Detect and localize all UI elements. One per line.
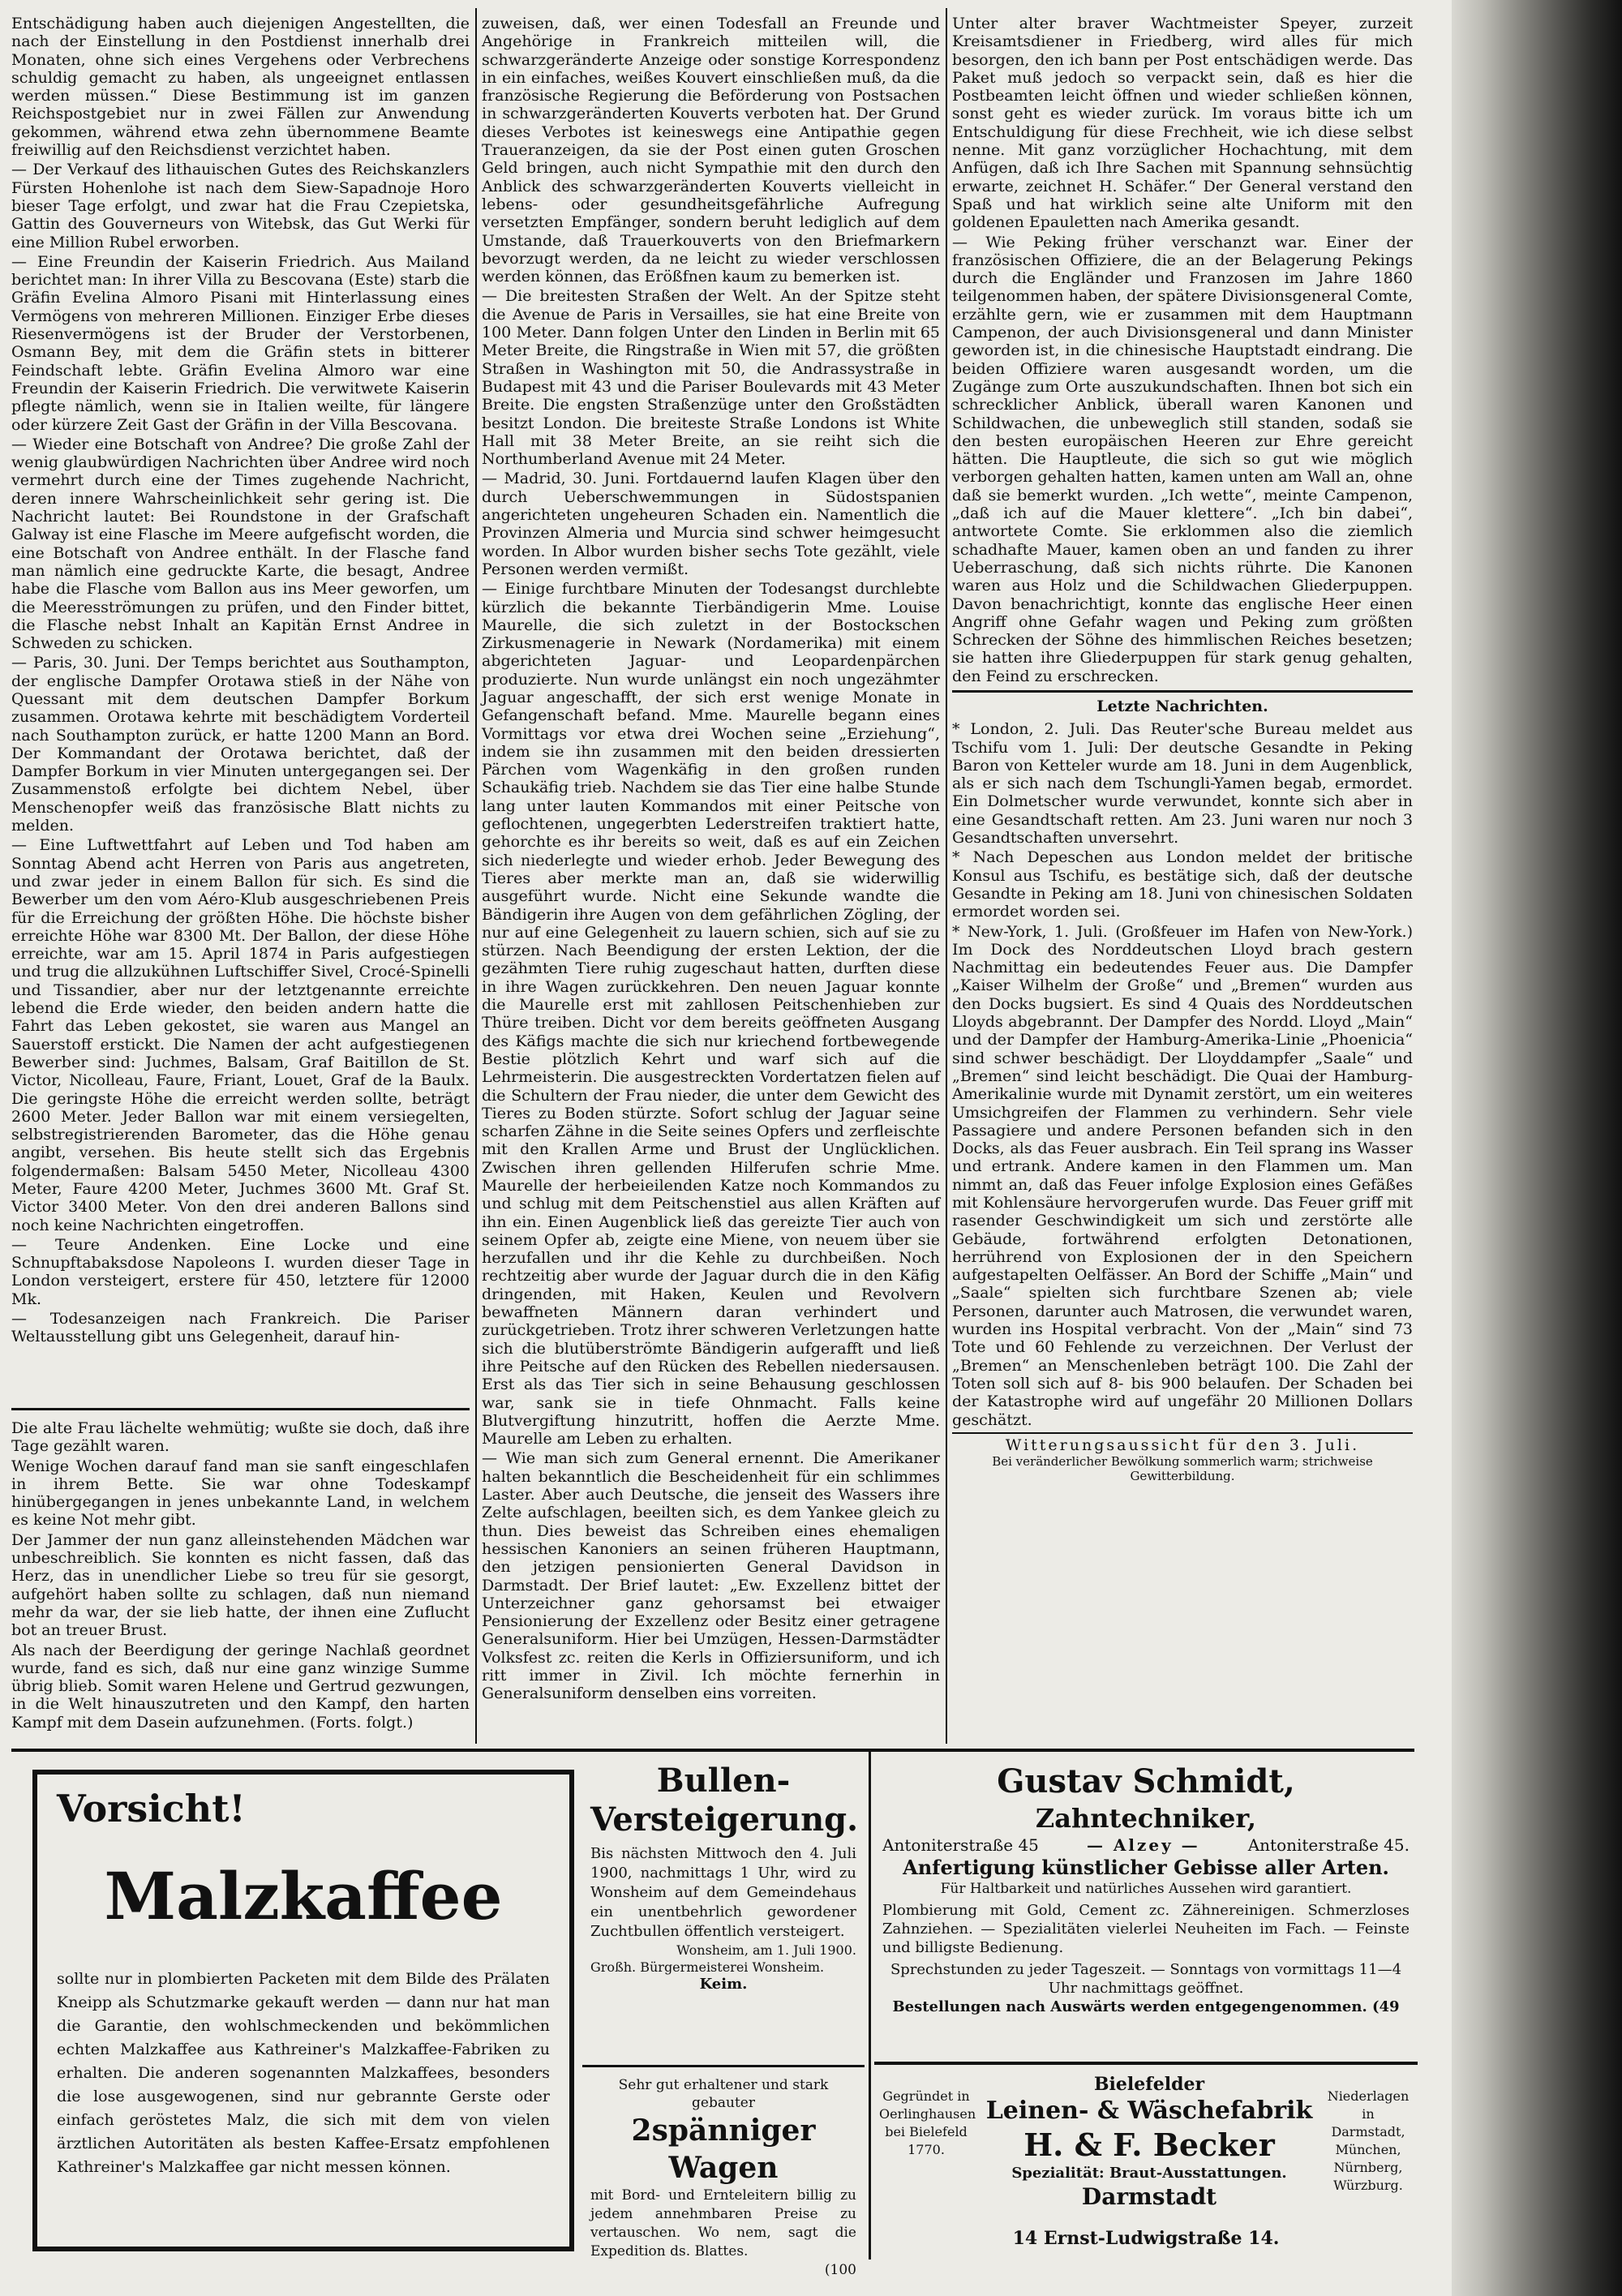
schmidt-line3: Plombierung mit Gold, Cement zc. Zähnereinigen. Schmerzloses Zahnziehen. — Spezialitäten vielerlei Neuheiten im Fach. — Feinste und billigste Bedienung. — [882, 1902, 1410, 1956]
col1-p3: — Eine Freundin der Kaiserin Friedrich. Aus Mailand berichtet man: In ihrer Villa zu Bescovana (Este) starb die Gräfin Evelina Almoro Pisani mit Hinterlassung eines Vermögens von mehreren Millionen. Einziger Erbe dieses Riesenvermögens ist der Bruder der Verstorbenen, Osmann Bey, mit dem die Gräfin stets in bitterer Feindschaft lebte. Gräfin Evelina Almoro war eine Freundin der Kaiserin Friedrich. Die verwitwete Kaiserin pflegte nämlich, wenn sie in Italien weilte, für längere oder kürzere Zeit Gast der Gräfin in der Villa Bescovana. — [11, 252, 470, 434]
feuilleton — [11, 1419, 470, 1733]
col2-p5: — Wie man sich zum General ernennt. Die Amerikaner halten bekanntlich die Bescheidenheit für ein schlimmes Laster. Aber auch Deutsche, die jenseit des Wassers ihre Zelte aufschlagen, beeilten sich, es dem Yankee gleich zu thun. Dies beweist das Schreiben eines ehemaligen hessischen Kanoniers an seinen früheren Hauptmann, den jetzigen pensionierten General Davidson in Darmstadt. Der Brief lautet: „Ew. Exzellenz bittet der Unterzeichner ganz gehorsamst bei etwaiger Pensionierung der Exzellenz oder Besitz einer getragene Generalsuniform. Hier bei Umzügen, Hessen-Darmstädter Volksfest zc. reiten die Kerls in Offiziersuniform, und ich ritt immer in Zivil. Ich möchte fernerhin in Generalsuniform denselben eins vorreiten. — [482, 1449, 940, 1703]
weather-text: Bei veränderlicher Bewölkung sommerlich warm; strichweise Gewitterbildung. — [992, 1454, 1373, 1484]
schmidt-title: Gustav Schmidt, — [997, 1762, 1295, 1800]
schmidt-line2: Für Haltbarkeit und natürliches Aussehen wird garantiert. — [940, 1881, 1352, 1897]
col2-p2: — Die breitesten Straßen der Welt. An der Spitze steht die Avenue de Paris in Versailles, sie hat eine Breite von 100 Meter. Dann folgen Unter den Linden in Berlin mit 65 Meter Breite, die Ringstraße in Wien mit 57, die größten Straßen in Washington mit 50, die Andrassystraße in Budapest mit 43 und die Pariser Boulevards mit 43 Meter Breite. Die engsten Straßenzüge unter den Großstädten besitzt London. Die breiteste Straße Londons ist White Hall mit 38 Meter Breite, an sie reiht sich die Northumberland Avenue mit 24 Meter. — [482, 287, 940, 469]
weather-title: Witterungsaussicht für den 3. Juli. — [1005, 1436, 1360, 1454]
latest-p1: * London, 2. Juli. Das Reuter'sche Bureau meldet aus Tschifu vom 1. Juli: Der deutsche Gesandte in Peking Baron von Ketteler wurde am 18. Juni in dem Augenblick, als er sich nach dem Tschungli-Yamen begab, ermordet. Ein Dolmetscher wurde verwundet, konnte sich aber in eine Gesandtschaft retten. Am 23. Juni waren nur noch 3 Gesandtschaften unversehrt. — [952, 720, 1413, 848]
latest-heading: Letzte Nachrichten. — [1096, 697, 1268, 715]
col1-p7: — Teure Andenken. Eine Locke und eine Schnupftabaksdose Napoleons I. wurden dieser Tage in London versteigert, erstere für 450, letztere für 12000 Mk. — [11, 1235, 470, 1308]
column-2 — [482, 15, 940, 1705]
becker-city: Darmstadt — [1081, 2183, 1217, 2210]
bullen-date: Wonsheim, am 1. Juli 1900. — [676, 1942, 856, 1958]
col1-p5: — Paris, 30. Juni. Der Temps berichtet aus Southampton, der englische Dampfer Orotawa stieß in der Nähe von Quessant mit dem deutschen Dampfer Borkum zusammen. Orotawa kehrte mit beschädigtem Vorderteil nach Southampton zurück, er hatte 1200 Mann an Bord. Der Kommandant der Orotawa berichtet, daß der Dampfer Borkum in vier Minuten untergegangen sei. Der Zusammenstoß erfolgte bei dichtem Nebel, über Menschenopfer weiß das französische Blatt nichts zu melden. — [11, 654, 470, 835]
col1-p2: — Der Verkauf des lithauischen Gutes des Reichskanzlers Fürsten Hohenlohe ist nach dem Siew-Sapadnoje Horo bieser Tage erfolgt, und zwar hat die Frau Czepietska, Gattin des Gouverneurs von Witebsk, das Gut Werki für eine Million Rubel erworben. — [11, 161, 470, 251]
column-divider-1 — [475, 8, 477, 1744]
ad-wagen — [582, 2073, 865, 2278]
weather-rule — [952, 1432, 1413, 1434]
col3-p2: — Wie Peking früher verschanzt war. Einer der französischen Offiziere, die an der Belagerung Pekings durch die Engländer und Franzosen im Jahre 1860 teilgenommen haben, der spätere Divisionsgeneral Comte, erzählte gern, wie er zusammen mit dem Hauptmann Campenon, der auch Divisionsgeneral und dann Minister geworden ist, in die chinesische Hauptstadt eindrang. Die beiden Offiziere waren ausgesandt worden, um die Zugänge zum Orte auszukundschaften. Ihnen bot sich ein schrecklicher Anblick, überall waren Kanonen und Schildwachen, die unbeweglich still standen, sodaß sie den besten europäischen Heeren zur Ehre gereicht hätten. Die Hauptleute, die sich so gut wie möglich verborgen gehalten hatten, kamen unten am Wall an, ohne daß sie bemerkt wurden. „Ich wette“, meinte Campenon, „daß ich auf die Mauer klettere“. „Ich bin dabei“, antwortete Comte. Sie erklommen also die ziemlich schadhafte Mauer, kamen oben an und fanden zu ihrer Ueberraschung, daß sich nichts rührte. Die Kanonen waren aus Holz und die Schildwachen Gliederpuppen. Davon benachrichtigt, konnte das englische Heer einen Angriff ohne Gefahr wagen und Peking zum größten Schrecken der Söhne des himmlischen Reiches besetzen; sie hatten ihre Gliederpuppen für stark genug gehalten, den Feind zu erschrecken. — [952, 233, 1413, 685]
malz-body: sollte nur in plombierten Packeten mit dem Bilde des Prälaten Kneipp als Schutzmarke gekauft werden — dann nur hat man die Garantie, den wohlschmeckenden und bekömmlichen echten Malzkaffee aus Kathreiner's Malzkaffee-Fabriken zu erhalten. Die anderen sogenannten Malzkaffees, besonders die lose ausgewogenen, sind nur gebrannte Gerste oder einfach geröstetes Malz, die sich mit dem von vielen ärztlichen Autoritäten als besten Kaffee-Ersatz empfohlenen Kathreiner's Malzkaffee gar nicht messen können. — [57, 1970, 550, 2176]
latest-p3: * New-York, 1. Juli. (Großfeuer im Hafen von New-York.) Im Dock des Norddeutschen Lloyd brach gestern Nachmittag ein bedeutendes Feuer aus. Die Dampfer „Kaiser Wilhelm der Große“ und „Bremen“ wurden aus den Docks bugsiert. Es sind 4 Quais des Norddeutschen Lloyds abgebrannt. Der Dampfer des Nordd. Lloyd „Main“ und der Dampfer der Hamburg-Amerika-Linie „Phoenicia“ sind schwer beschädigt. Der Lloyddampfer „Saale“ und „Bremen“ sind leicht beschädigt. Die Quai der Hamburg-Amerikalinie wurde mit Dynamit zerstört, um ein weiteres Umsichgreifen der Flammen zu verhindern. Sehr viele Passagiere und andere Personen befanden sich in den Docks, als das Feuer ausbrach. Ein Teil sprang ins Wasser und ertrank. Andere kamen in den Flammen um. Man nimmt an, daß das Feuer infolge Explosion eines Gefäßes mit Kohlensäure hervorgerufen wurde. Das Feuer griff mit rasender Geschwindigkeit um sich und zerstörte alle Gebäude, fortwährend erfolgten Detonationen, herrührend von Explosionen der in den Speichern aufgestapelten Oelfässer. An Bord der Schiffe „Main“ und „Saale“ spielten sich furchtbare Szenen ab; viele Personen, darunter auch Matrosen, die verwundet waren, wurden ins Hospital verbracht. Von der „Main“ sind 73 Tote und 60 Fehlende zu verzeichnen. Der Verlust der „Bremen“ an Menschenleben beträgt 100. Die Zahl der Toten soll sich auf 8- bis 900 belaufen. Der Schaden bei der Katastrophe wird auf ungefähr 20 Millionen Dollars geschätzt. — [952, 922, 1413, 1429]
becker-title: Leinen- & Wäschefabrik — [985, 2096, 1313, 2125]
becker-name: H. & F. Becker — [1023, 2126, 1275, 2163]
ads-rule — [11, 1749, 1414, 1752]
ad-schmidt — [874, 1758, 1418, 2065]
becker-top: Bielefelder — [1093, 2074, 1205, 2095]
bullen-body: Bis nächsten Mittwoch den 4. Juli 1900, nachmittags 1 Uhr, wird zu Wonsheim auf dem Gemeindehaus ein unentbehrlich gewordener Zuchtbullen öffentlich versteigert. — [590, 1845, 856, 1940]
becker-spec: Spezialität: Braut-Ausstattungen. — [1011, 2165, 1287, 2182]
schmidt-addr-right: Antoniterstraße 45. — [1247, 1835, 1410, 1855]
latest-p2: * Nach Depeschen aus London meldet der britische Konsul aus Tschifu, es bestätige sich, daß der deutsche Gesandte in Peking am 18. Juni von chinesischen Soldaten ermordet worden sei. — [952, 848, 1413, 921]
column-3 — [952, 15, 1413, 1483]
schmidt-address-row — [882, 1835, 1410, 1856]
feuilleton-p4: Als nach der Beerdigung der geringe Nachlaß geordnet wurde, fand es sich, daß nur eine ganz winzige Summe übrig blieb. Somit waren Helene und Gertrud gezwungen, in die Welt hinauszutreten und den Kampf, den harten Kampf mit dem Dasein aufzunehmen. (Forts. folgt.) — [11, 1641, 470, 1732]
becker-right: Niederlagen in Darmstadt, München, Nürnberg, Würzburg. — [1327, 2088, 1410, 2193]
schmidt-addr-left: Antoniterstraße 45 — [882, 1835, 1039, 1855]
ad-malzkaffee — [32, 1770, 574, 2251]
feuilleton-p1: Die alte Frau lächelte wehmütig; wußte sie doch, daß ihre Tage gezählt waren. — [11, 1419, 470, 1456]
col1-p4: — Wieder eine Botschaft von Andree? Die große Zahl der wenig glaubwürdigen Nachrichten über Andree wird noch vermehrt durch eine der Times zugehende Nachricht, deren innere Wahrscheinlichkeit sehr gering ist. Die Nachricht lautet: Bei Roundstone in der Grafschaft Galway ist eine Flasche im Meere aufgefischt worden, die eine Botschaft von Andree enthält. In der Flasche fand man nämlich eine gedruckte Karte, die besagt, Andree habe die Flasche vom Ballon aus ins Meer geworfen, um die Meeresströmungen zu prüfen, und den Finder bittet, die Flasche nebst Inhalt an Kapitän Ernst Andree in Schweden zu schicken. — [11, 435, 470, 653]
schmidt-line4: Sprechstunden zu jeder Tageszeit. — Sonntags von vormittags 11—4 Uhr nachmittags geöffnet. — [890, 1961, 1402, 1997]
ad-becker — [874, 2073, 1418, 2260]
col2-p3: — Madrid, 30. Juni. Fortdauernd laufen Klagen über den durch Ueberschwemmungen in Südostspanien angerichteten ungeheuren Schaden ein. Namentlich die Provinzen Almeria und Murcia sind schwer heimgesucht worden. In Albor wurden bisher sechs Tote gezählt, viele Personen werden vermißt. — [482, 470, 940, 578]
book-spine — [1452, 0, 1622, 2296]
bullen-name: Keim. — [699, 1976, 748, 1993]
schmidt-line5: Bestellungen nach Auswärts werden entgegengenommen. (49 — [892, 1998, 1400, 2015]
malz-title: Malzkaffee — [104, 1858, 503, 1934]
schmidt-line1: Anfertigung künstlicher Gebisse aller Arten. — [903, 1856, 1389, 1879]
column-1 — [11, 15, 470, 1348]
col2-p1: zuweisen, daß, wer einen Todesfall an Freunde und Angehörige in Frankreich mitteilen will, die schwarzgeränderte Anzeige oder sonstige Korrespondenz in ein einfaches, weißes Kouvert einschließen muß, da die französische Regierung die Beförderung von Postsachen in schwarzgeränderten Kouverts verboten hat. Der Grund dieses Verbotes ist keineswegs eine Antipathie gegen Traueranzeigen, da sie der Post einen guten Groschen Geld bringen, auch nicht Sympathie mit den durch den Anblick des schwarzgeränderten Kouverts vielleicht in lebens- oder gesundheitsgefährliche Aufregung versetzten Empfänger, sondern beruht lediglich auf dem Umstande, daß Trauerkouverts von den Briefmarkern bevorzugt werden, da ne leicht zu wieder verschlossen werden können, das Erößfnen kaum zu bemerken ist. — [482, 15, 940, 286]
column-divider-2 — [946, 8, 947, 1744]
feuilleton-rule — [11, 1408, 470, 1410]
wagen-pre: Sehr gut erhaltener und stark gebauter — [618, 2077, 829, 2111]
wagen-body: mit Bord- und Ernteleitern billig zu jedem annehmbaren Preise zu vertauschen. Wo nem, sagt die Expedition ds. Blattes. — [590, 2187, 856, 2260]
wagen-title: 2spänniger Wagen — [631, 2114, 816, 2185]
feuilleton-p3: Der Jammer der nun ganz alleinstehenden Mädchen war unbeschreiblich. Sie konnten es nicht fassen, daß das Herz, das in unendlicher Liebe so treu für sie gesorgt, aufgehört haben sollte zu schlagen, daß nun niemand mehr da war, der sie lieb hatte, der ihnen eine Zuflucht bot an treuer Brust. — [11, 1530, 470, 1640]
col1-p1: Entschädigung haben auch diejenigen Angestellten, die nach der Einstellung in den Postdienst innerhalb drei Monaten, ohne sich eines Vergehens oder Verbrechens schuldig gemacht zu haben, als ungeeignet entlassen werden müssen.“ Diese Bestimmung ist im ganzen Reichspostgebiet nur in zwei Fällen zur Anwendung gekommen, während etwa zehn übernommene Beamte freiwillig auf den Reichsdienst verzichtet haben. — [11, 15, 470, 160]
wagen-num: (100 — [824, 2262, 856, 2278]
latest-rule — [952, 690, 1413, 693]
bullen-sig: Großh. Bürgermeisterei Wonsheim. — [590, 1959, 825, 1975]
ad-bullen — [582, 1758, 865, 2058]
schmidt-town: — Alzey — — [1086, 1835, 1200, 1855]
bullen-title2: Versteigerung. — [590, 1800, 859, 1839]
bullen-wagen-rule — [582, 2065, 865, 2067]
becker-left: Gegründet in Oerlinghausen bei Bielefeld 1770. — [879, 2088, 976, 2157]
col2-p4: — Einige furchtbare Minuten der Todesangst durchlebte kürzlich die bekannte Tierbändigerin Mme. Louise Maurelle, die sich zuletzt in der Bostockschen Zirkusmenagerie in Newark (Nordamerika) mit einem abgerichteten Jaguar- und Leopardenpärchen produzierte. Nun wurde unlängst ein noch ungezähmter Jaguar angeschafft, der sich erst wenige Monate in Gefangenschaft befand. Mme. Maurelle begann eines Vormittags vor etwa drei Wochen seine „Erziehung“, indem sie ihn zusammen mit den beiden dressierten Pärchen vom Wagenkäfig in den großen runden Schaukäfig trieb. Nachdem sie das Tier eine halbe Stunde lang unter lauten Kommandos mit einer Peitsche von geflochtenen, ungegerbten Lederstreifen traktiert hatte, gehorchte es ihr bereits so weit, daß es auf ein Zeichen sich niederlegte und wieder erhob. Jeder Bewegung des Tieres aber merkte man an, daß sie widerwillig ausgeführt wurde. Nicht eine Sekunde wandte die Bändigerin ihre Augen von dem gefährlichen Zögling, der nur auf eine Gelegenheit zu lauern schien, sich auf sie zu stürzen. Nach Beendigung der ersten Lektion, der die gezähmten Tiere ruhig zugeschaut hatten, durften diese in ihre Wagen zurückkehren. Den neuen Jaguar konnte die Maurelle erst mit zahllosen Peitschenhieben zur Thüre treiben. Dicht vor dem bereits geöffneten Ausgang des Käfigs machte die sich nur kriechend fortbewegende Bestie plötzlich Kehrt und warf sich auf die Lehrmeisterin. Die ausgestreckten Vordertatzen fielen auf die Schultern der Frau nieder, die unter dem Gewicht des Tieres zu Boden stürzte. Sofort schlug der Jaguar seine scharfen Zähne in die Seite seines Opfers und zerfleischte mit den Krallen Arme und Brust der Unglücklichen. Zwischen ihren gellenden Hilferufen schrie Mme. Maurelle der herbeieilenden Katze noch Kommandos zu und schlug mit dem Peitschenstiel aus allen Kräften auf ihn ein. Einen Augenblick ließ das gereizte Tier auch von seinem Opfer ab, zeigte eine Miene, von neuem über sie herzufallen und ihr die Kehle zu durchbeißen. Noch rechtzeitig aber wurde der Jaguar durch die in den Käfig dringenden, mit Haken, Keulen und Revolvern bewaffneten Männern daran verhindert und zurückgetrieben. Trotz ihrer schweren Verletzungen hatte sich die blutüberströmte Bändigerin aufgerafft und ließ ihre Peitsche auf den Rücken des Rebellen niedersausen. Erst als das Tier sich in seine Behausung geschlossen war, sank sie in tiefe Ohnmacht. Falls keine Blutvergiftung hinzutritt, hoffen die Aerzte Mme. Maurelle am Leben zu erhalten. — [482, 580, 940, 1448]
ads-divider — [869, 1752, 871, 2260]
col1-p8: — Todesanzeigen nach Frankreich. Die Pariser Weltausstellung gibt uns Gelegenheit, darauf hin- — [11, 1310, 470, 1346]
schmidt-sub: Zahntechniker, — [1035, 1803, 1257, 1834]
feuilleton-p2: Wenige Wochen darauf fand man sie sanft eingeschlafen in ihrem Bette. Sie war ohne Todeskampf hinübergegangen in jenes unbekannte Land, in welchem es keine Not mehr gibt. — [11, 1457, 470, 1530]
col3-p1: Unter alter braver Wachtmeister Speyer, zurzeit Kreisamtsdiener in Friedberg, wird alles für mich besorgen, den ich bann per Post entschädigen werde. Das Paket muß jedoch so verpackt sein, daß es hier die Postbeamten leicht öffnen und wieder schließen können, sonst geht es wieder zurück. Im voraus bitte ich um Entschuldigung für diese Frechheit, wie ich diese selbst nenne. Mit ganz vorzüglicher Hochachtung, mit dem Anfügen, daß ich Ihre Sachen mit Spannung sehnsüchtig erwarte, zeichnet H. Schäfer.“ Der General verstand den Spaß und hat wirklich seine alte Uniform mit den goldenen Epauletten nach Amerika gesandt. — [952, 15, 1413, 232]
becker-addr: 14 Ernst-Ludwigstraße 14. — [1012, 2228, 1280, 2249]
malz-head: Vorsicht! — [57, 1787, 246, 1830]
col1-p6: — Eine Luftwettfahrt auf Leben und Tod haben am Sonntag Abend acht Herren von Paris aus angetreten, und zwar jeder in einem Ballon für sich. Es sind die Bewerber um den vom Aéro-Klub ausgeschriebenen Preis für die Erreichung der größten Höhe. Die höchste bisher erreichte Höhe war 8300 Mt. Der Ballon, der diese Höhe erreichte, war am 15. April 1874 in Paris aufgestiegen und trug die allzukühnen Luftschiffer Sivel, Crocé-Spinelli und Tissandier, aber nur der letztgenannte erreichte lebend die Erde wieder, den beiden andern hatte die Fahrt das Leben gekostet, sie waren aus Mangel an Sauerstoff erstickt. Die Namen der acht aufgestiegenen Bewerber sind: Juchmes, Balsam, Graf Baitillon de St. Victor, Nicolleau, Faure, Friant, Louet, Graf de la Baulx. Die geringste Höhe die erreicht werden sollte, beträgt 2600 Meter. Jeder Ballon war mit einem versiegelten, selbstregistrierenden Barometer, das die Höhe genau angibt, versehen. Bis heute stellt sich das Ergebnis folgendermaßen: Balsam 5450 Meter, Nicolleau 4300 Meter, Faure 4200 Meter, Juchmes 3600 Mt. Graf St. Victor 3400 Meter. Von den drei anderen Ballons sind noch keine Nachrichten eingetroffen. — [11, 836, 470, 1234]
bullen-title1: Bullen- — [656, 1762, 791, 1800]
